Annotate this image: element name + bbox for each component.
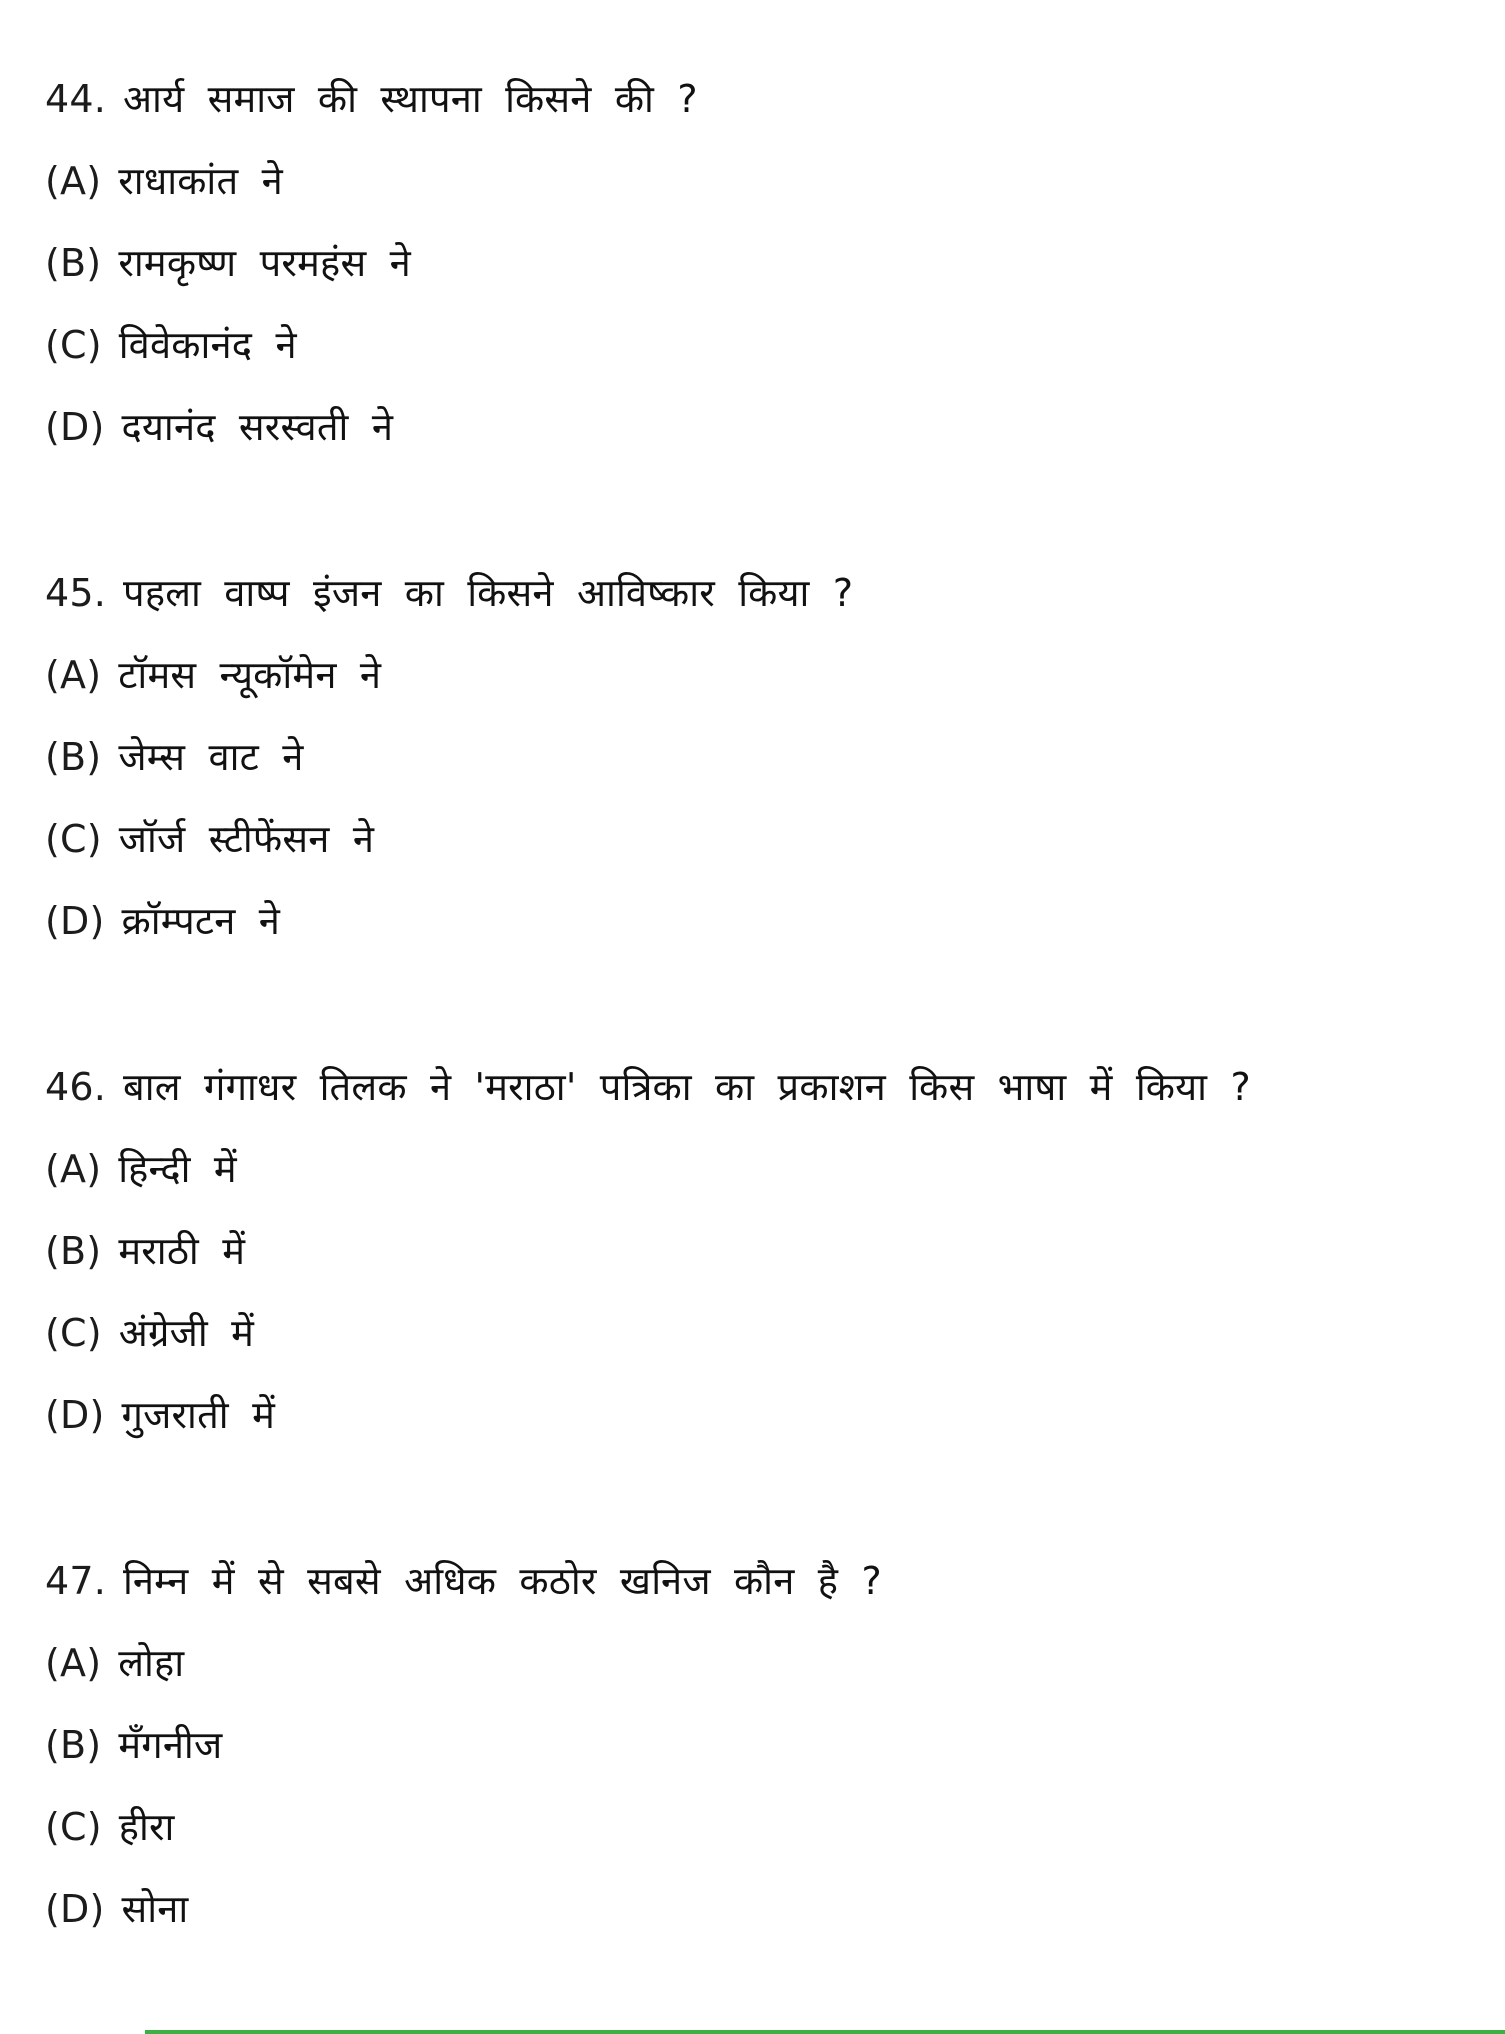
option-d — [45, 406, 1465, 448]
question-number: 44. — [45, 77, 107, 121]
option-b — [45, 736, 1465, 778]
option-label: (D) — [45, 1393, 105, 1437]
question-text: पहला वाष्प इंजन का किसने आविष्कार किया ? — [123, 571, 854, 615]
option-text: राधाकांत ने — [118, 159, 283, 203]
option-label: (B) — [45, 241, 102, 285]
option-c — [45, 324, 1465, 366]
option-text: हीरा — [118, 1805, 175, 1849]
question-line — [45, 1560, 1465, 1602]
question-47 — [45, 1560, 1465, 1930]
question-line — [45, 572, 1465, 614]
bottom-divider — [145, 2030, 1505, 2034]
option-label: (D) — [45, 405, 105, 449]
question-44 — [45, 78, 1465, 448]
option-text: विवेकानंद ने — [118, 323, 297, 367]
option-text: रामकृष्ण परमहंस ने — [118, 241, 411, 285]
option-label: (A) — [45, 1641, 102, 1685]
option-label: (A) — [45, 159, 102, 203]
question-number: 47. — [45, 1559, 107, 1603]
option-text: मराठी में — [118, 1229, 246, 1273]
option-label: (B) — [45, 1723, 102, 1767]
option-text: हिन्दी में — [118, 1147, 237, 1191]
option-label: (C) — [45, 1311, 102, 1355]
question-46 — [45, 1066, 1465, 1436]
option-text: सोना — [121, 1887, 189, 1931]
question-number: 45. — [45, 571, 107, 615]
option-text: गुजराती में — [121, 1393, 275, 1437]
option-label: (B) — [45, 1229, 102, 1273]
option-b — [45, 242, 1465, 284]
option-label: (A) — [45, 1147, 102, 1191]
option-text: क्रॉम्पटन ने — [121, 899, 281, 943]
option-d — [45, 1394, 1465, 1436]
question-number: 46. — [45, 1065, 107, 1109]
option-text: जॉर्ज स्टीफेंसन ने — [118, 817, 375, 861]
question-text: निम्न में से सबसे अधिक कठोर खनिज कौन है ? — [123, 1559, 882, 1603]
option-d — [45, 900, 1465, 942]
option-c — [45, 1312, 1465, 1354]
option-a — [45, 160, 1465, 202]
option-b — [45, 1230, 1465, 1272]
option-a — [45, 654, 1465, 696]
option-label: (C) — [45, 1805, 102, 1849]
option-label: (A) — [45, 653, 102, 697]
option-b — [45, 1724, 1465, 1766]
option-c — [45, 1806, 1465, 1848]
option-text: दयानंद सरस्वती ने — [121, 405, 394, 449]
option-label: (B) — [45, 735, 102, 779]
question-text: बाल गंगाधर तिलक ने 'मराठा' पत्रिका का प्रकाशन किस भाषा में किया ? — [123, 1065, 1251, 1109]
option-text: मँगनीज — [118, 1723, 223, 1767]
option-text: लोहा — [118, 1641, 185, 1685]
option-label: (C) — [45, 817, 102, 861]
option-a — [45, 1642, 1465, 1684]
option-text: अंग्रेजी में — [118, 1311, 255, 1355]
question-line — [45, 1066, 1465, 1108]
option-c — [45, 818, 1465, 860]
option-a — [45, 1148, 1465, 1190]
option-label: (C) — [45, 323, 102, 367]
question-line — [45, 78, 1465, 120]
option-d — [45, 1888, 1465, 1930]
question-text: आर्य समाज की स्थापना किसने की ? — [123, 77, 698, 121]
option-label: (D) — [45, 1887, 105, 1931]
option-label: (D) — [45, 899, 105, 943]
option-text: जेम्स वाट ने — [118, 735, 304, 779]
option-text: टॉमस न्यूकॉमेन ने — [118, 653, 382, 697]
question-45 — [45, 572, 1465, 942]
